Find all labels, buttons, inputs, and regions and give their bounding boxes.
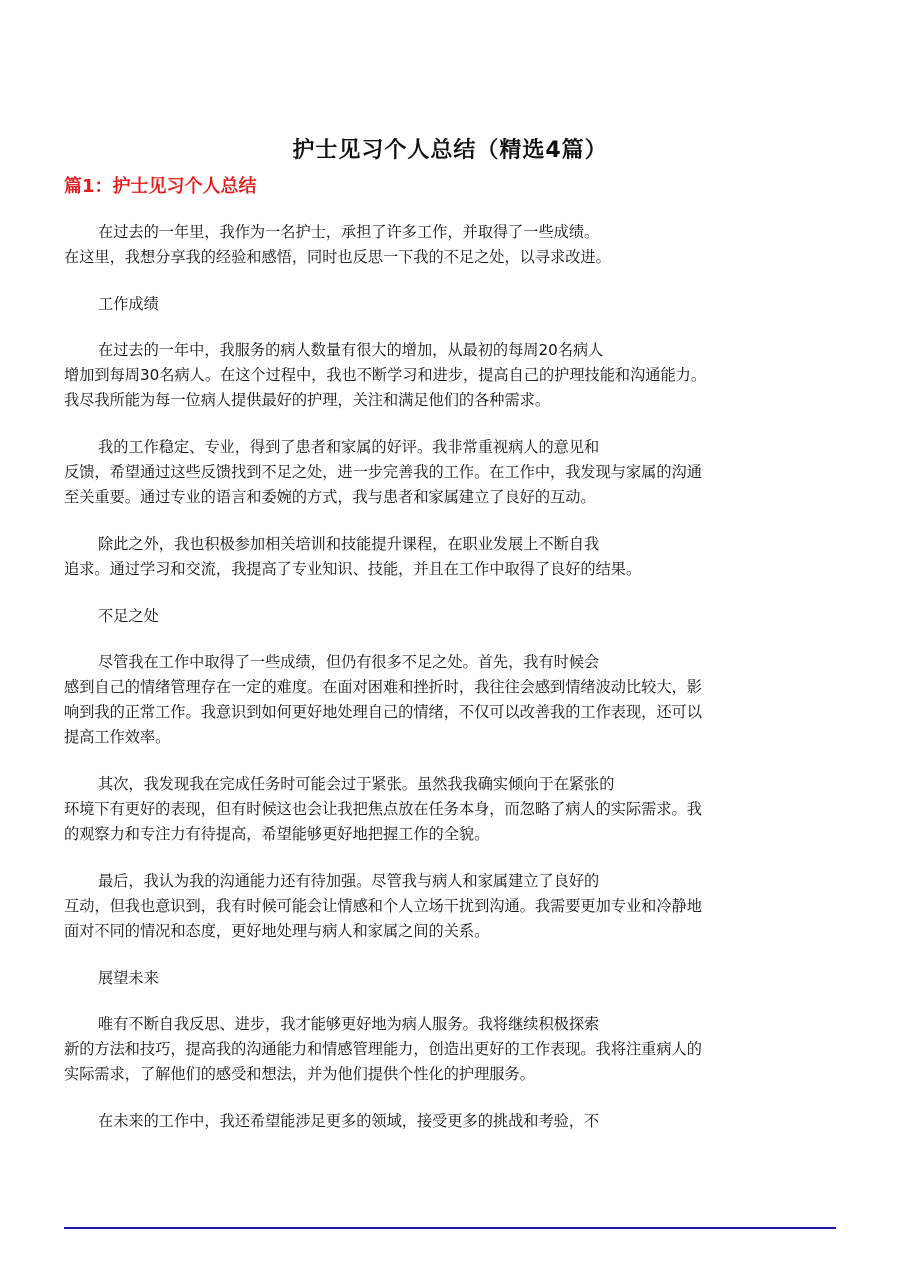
paragraph-emotion-management [64,650,838,750]
text-line: 在这里，我想分享我的经验和感悟，同时也反思一下我的不足之处，以寻求改进。 [64,248,611,266]
text-line: 除此之外，我也积极参加相关培训和技能提升课程，在职业发展上不断自我 [98,535,600,553]
text-line: 感到自己的情绪管理存在一定的难度。在面对困难和挫折时，我往往会感到情绪波动比较大，影 [64,678,702,696]
text-line: 面对不同的情况和态度，更好地处理与病人和家属之间的关系。 [64,922,490,940]
paragraph-tension [64,772,838,847]
text-line: 最后，我认为我的沟通能力还有待加强。尽管我与病人和家属建立了良好的 [98,872,600,890]
paragraph-training [64,532,838,582]
text-line: 追求。通过学习和交流，我提高了专业知识、技能，并且在工作中取得了良好的结果。 [64,560,642,578]
text-line: 互动，但我也意识到，我有时候可能会让情感和个人立场干扰到沟通。我需要更加专业和冷静地 [64,897,702,915]
text-line: 在过去的一年中，我服务的病人数量有很大的增加，从最初的每周20名病人 [98,341,604,359]
text-line: 新的方法和技巧，提高我的沟通能力和情感管理能力，创造出更好的工作表现。我将注重病人的 [64,1040,702,1058]
paragraph-future-work [64,1109,838,1134]
text-line: 唯有不断自我反思、进步，我才能够更好地为病人服务。我将继续积极探索 [98,1015,600,1033]
subheading-shortcomings: 不足之处 [98,607,159,625]
document-body [64,220,838,1156]
text-line: 提高工作效率。 [64,728,171,746]
section-heading: 篇1：护士见习个人总结 [64,176,257,197]
text-line: 环境下有更好的表现，但有时候这也会让我把焦点放在任务本身，而忽略了病人的实际需求。我 [64,800,702,818]
document-title: 护士见习个人总结（精选4篇） [292,137,608,163]
text-line: 在过去的一年里，我作为一名护士，承担了许多工作，并取得了一些成绩。 [98,223,600,241]
paragraph-self-reflection [64,1012,838,1087]
text-line: 其次，我发现我在完成任务时可能会过于紧张。虽然我我确实倾向于在紧张的 [98,775,615,793]
text-line: 我尽我所能为每一位病人提供最好的护理，关注和满足他们的各种需求。 [64,391,550,409]
paragraph-intro [64,220,838,270]
paragraph-patient-growth [64,338,838,413]
text-line: 的观察力和专注力有待提高，希望能够更好地把握工作的全貌。 [64,825,490,843]
text-line: 尽管我在工作中取得了一些成绩，但仍有很多不足之处。首先，我有时候会 [98,653,600,671]
text-line: 实际需求，了解他们的感受和想法，并为他们提供个性化的护理服务。 [64,1065,535,1083]
text-line: 反馈，希望通过这些反馈找到不足之处，进一步完善我的工作。在工作中，我发现与家属的沟通 [64,463,702,481]
subheading-achievements: 工作成绩 [98,295,159,313]
footer-divider [64,1227,836,1229]
subheading-outlook: 展望未来 [98,969,159,987]
text-line: 增加到每周30名病人。在这个过程中，我也不断学习和进步，提高自己的护理技能和沟通能力。 [64,366,707,384]
text-line: 至关重要。通过专业的语言和委婉的方式，我与患者和家属建立了良好的互动。 [64,488,596,506]
text-line: 响到我的正常工作。我意识到如何更好地处理自己的情绪，不仅可以改善我的工作表现，还可以 [64,703,702,721]
paragraph-feedback [64,435,838,510]
text-line: 在未来的工作中，我还希望能涉足更多的领域，接受更多的挑战和考验，不 [98,1112,600,1130]
text-line: 我的工作稳定、专业，得到了患者和家属的好评。我非常重视病人的意见和 [98,438,600,456]
paragraph-communication [64,869,838,944]
